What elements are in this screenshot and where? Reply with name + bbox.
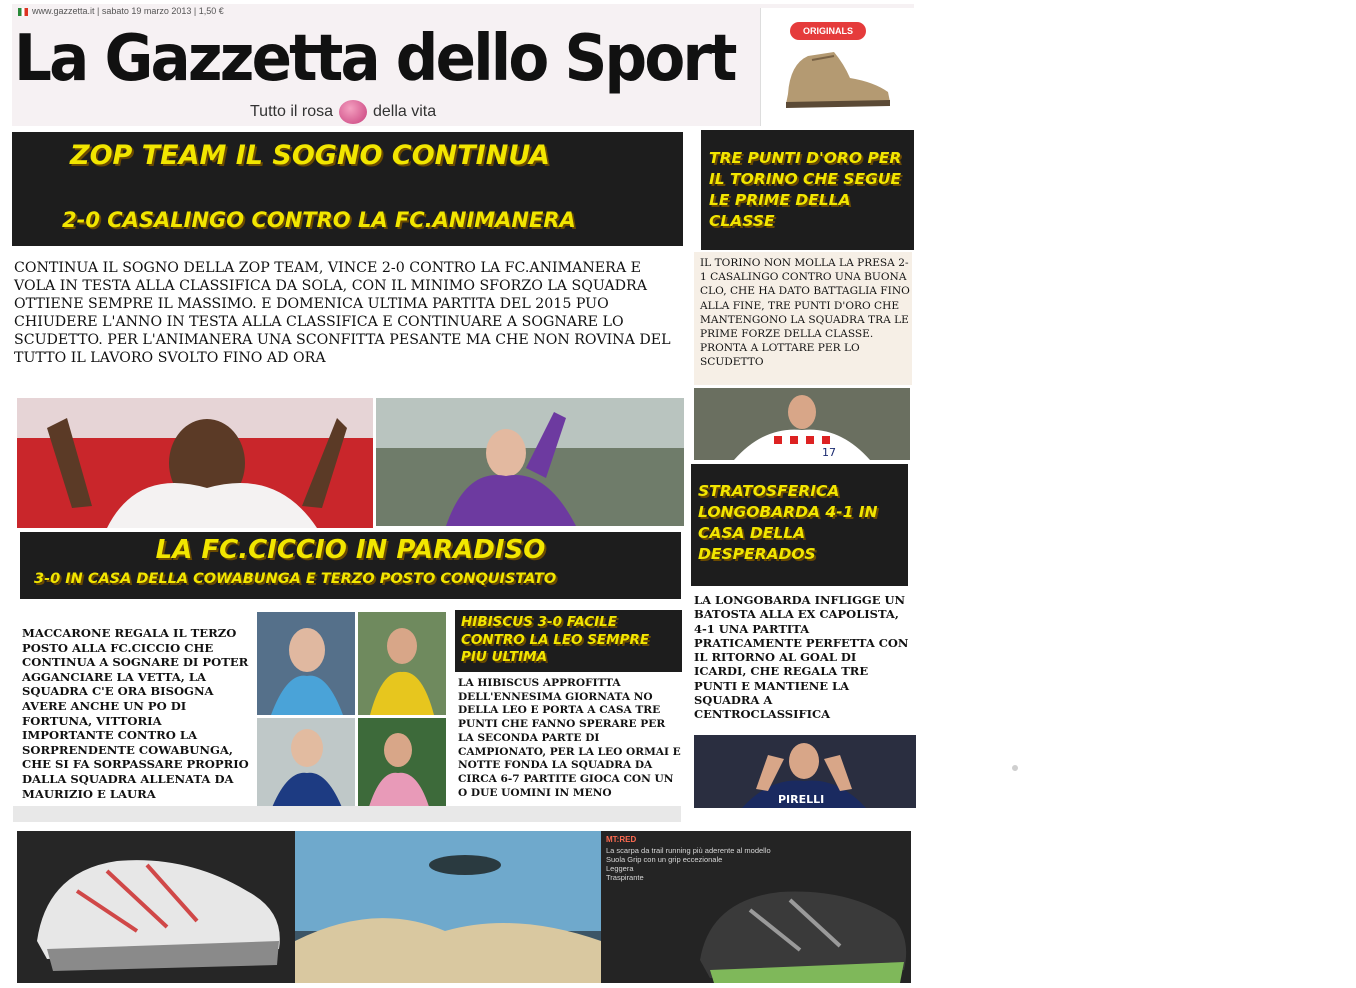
- fiorentina-player-photo: [376, 398, 684, 526]
- main-subheadline: 2-0 CASALINGO CONTRO LA FC.ANIMANERA: [62, 208, 576, 232]
- pink-ball-icon: [339, 100, 367, 124]
- hibiscus-story-body: LA HIBISCUS APPROFITTA DELL'ENNESIMA GIORNATA NO DELLA LEO E PORTA A CASA TRE PUNTI CHE FANNO SPERARE PER LA SECONDA PARTE DI CAMPIONATO, PER LA LEO ORMAI E NOTTE FONDA LA SQUADRA DA CIRCA 6-7 PARTITE GIOCA CON UN O DUE UOMINI IN MENO: [458, 677, 681, 799]
- yellow-kit-player-photo: [358, 612, 446, 715]
- torino-headline: TRE PUNTI D'ORO PER IL TORINO CHE SEGUE LE PRIME DELLA CLASSE: [709, 149, 902, 230]
- ad-copy-line: Traspirante: [606, 873, 644, 882]
- longobarda-story-body: LA LONGOBARDA INFLIGGE UN BATOSTA ALLA EX CAPOLISTA, 4-1 UNA PARTITA PRATICAMENTE PERFETTA CON IL RITORNO AL GOAL DI ICARDI, CHE REGALA TRE PUNTI E MANTIENE LA SQUADRA A CENTROCLASSIFICA: [694, 593, 909, 722]
- masthead-tagline: [250, 100, 436, 124]
- palermo-player-photo: [358, 718, 446, 810]
- player-celebration-photo: [17, 398, 373, 528]
- main-story-body: CONTINUA IL SOGNO DELLA ZOP TEAM, VINCE 2-0 CONTRO LA FC.ANIMANERA E VOLA IN TESTA ALLA CLASSIFICA DA SOLA, CON IL MINIMO SFORZO LA SQUADRA OTTIENE SEMPRE IL MASSIMO. E DOMENICA ULTIMA PARTITA DEL 2015 PUO CHIUDERE L'ANNO IN TESTA ALLA CLASSIFICA E CONTINUARE A SOGNARE LO SCUDETTO. PER L'ANIMANERA UNA SCONFITTA PESANTE MA CHE NON ROVINA DEL TUTTO IL LAVORO SVOLTO FINO AD ORA: [14, 260, 671, 366]
- ad-brand: MT:RED: [606, 835, 637, 844]
- shirt-sponsor: PIRELLI: [778, 793, 825, 806]
- ad-copy-line: Leggera: [606, 864, 634, 873]
- footer-divider: [13, 806, 681, 822]
- tagline-right: della vita: [373, 103, 437, 121]
- stray-dot: [1012, 765, 1018, 771]
- newspaper-logo: La Gazzetta dello Sport: [14, 22, 735, 96]
- jersey-number: 17: [822, 446, 836, 459]
- torino-story-body: IL TORINO NON MOLLA LA PRESA 2-1 CASALINGO CONTRO UNA BUONA CLO, CHE HA DATO BATTAGLIA FINO ALLA FINE, TRE PUNTI D'ORO CHE MANTENGONO LA SQUADRA TRA LE PRIME FORZE DELLA CLASSE. PRONTA A LOTTARE PER LO SCUDETTO: [700, 257, 910, 369]
- ciccio-subheadline: 3-0 IN CASA DELLA COWABUNGA E TERZO POSTO CONQUISTATO: [34, 571, 557, 587]
- masthead-date-line: www.gazzetta.it | sabato 19 marzo 2013 | 1,50 €: [32, 6, 224, 16]
- maccarone-photo: [257, 612, 355, 715]
- desert-boot-image: [778, 44, 896, 110]
- trail-shoe-left-image: [17, 831, 295, 983]
- atalanta-player-photo: [257, 718, 355, 810]
- trail-shoe-right-image: [690, 870, 911, 983]
- ciccio-story-body: MACCARONE REGALA IL TERZO POSTO ALLA FC.CICCIO CHE CONTINUA A SOGNARE DI POTER AGGANCIARE LA VETTA, LA SQUADRA C'E ORA BISOGNA AVERE ANCHE UN PO DI FORTUNA, VITTORIA IMPORTANTE CONTRO LA SORPRENDENTE COWABUNGA, CHE SI FA SORPASSARE PROPRIO DALLA SQUADRA ALLENATA DA MAURIZIO E LAURA: [22, 626, 249, 801]
- longobarda-headline: STRATOSFERICA LONGOBARDA 4-1 IN CASA DELLA DESPERADOS: [698, 482, 878, 563]
- tagline-left: Tutto il rosa: [250, 103, 333, 121]
- main-headline: ZOP TEAM IL SOGNO CONTINUA: [70, 140, 550, 171]
- trail-runner-photo: [295, 831, 601, 983]
- hibiscus-headline: HIBISCUS 3-0 FACILE CONTRO LA LEO SEMPRE PIU ULTIMA: [461, 614, 650, 665]
- ciccio-headline: LA FC.CICCIO IN PARADISO: [155, 535, 546, 565]
- ad-copy-line: La scarpa da trail running più aderente al modello: [606, 846, 771, 855]
- ad-copy-line: Suola Grip con un grip eccezionale: [606, 855, 723, 864]
- ad-badge: ORIGINALS: [790, 22, 866, 40]
- croatia-player-photo: [694, 388, 910, 460]
- italy-flag-icon: [18, 8, 28, 16]
- icardi-celebration-photo: [694, 735, 916, 808]
